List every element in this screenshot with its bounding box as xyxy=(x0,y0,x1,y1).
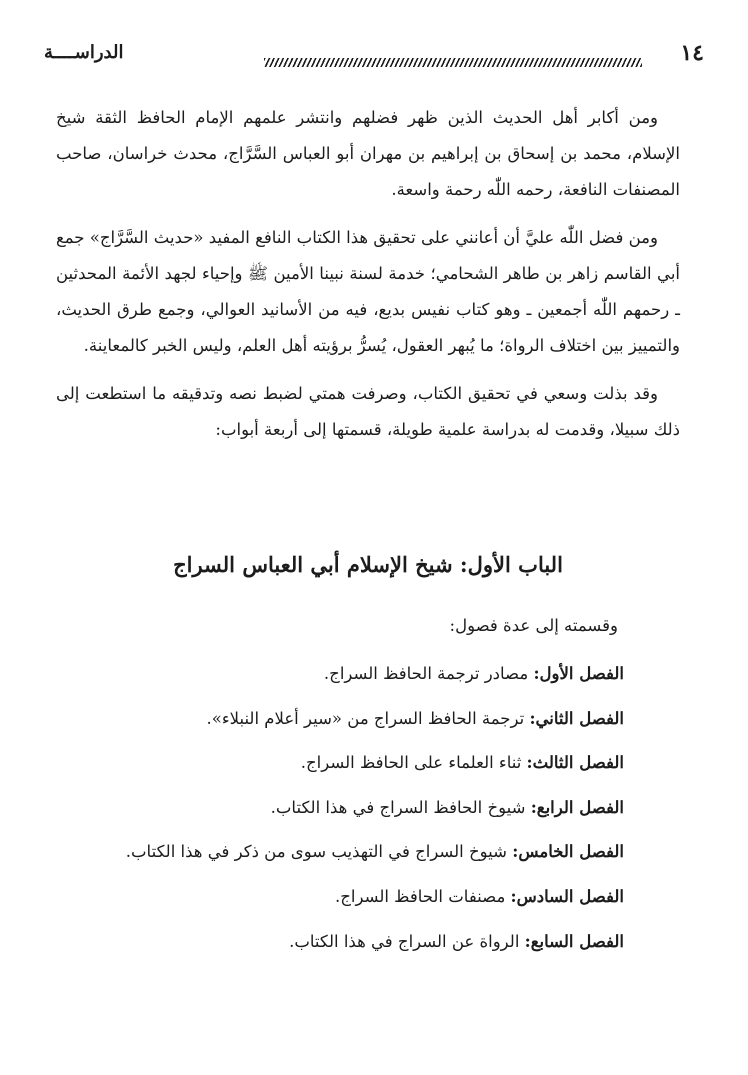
section-label: الفصل السابع: xyxy=(524,931,624,951)
section-item xyxy=(64,920,624,965)
section-item xyxy=(64,875,624,920)
section-label: الفصل الرابع: xyxy=(530,797,624,817)
section-item xyxy=(64,741,624,786)
section-title: الرواة عن السراج في هذا الكتاب. xyxy=(289,931,525,951)
paragraph-1: ومن أكابر أهل الحديث الذين ظهر فضلهم وانتشر علمهم الإمام الحافظ الثقة شيخ الإسلام، محمد بن إسحاق بن إبراهيم بن مهران أبو العباس السَّرَّاج، محدث خراسان، صاحب المصنفات النافعة، رحمه اللّٰه رحمة واسعة. xyxy=(56,108,680,199)
section-item xyxy=(64,786,624,831)
section-title: شيوخ الحافظ السراج في هذا الكتاب. xyxy=(270,797,531,817)
section-title: ترجمة الحافظ السراج من «سير أعلام النبلاء». xyxy=(206,708,530,728)
section-item xyxy=(64,830,624,875)
section-label: الفصل الثالث: xyxy=(526,753,624,773)
paragraph-2: ومن فضل اللّٰه عليَّ أن أعانني على تحقيق هذا الكتاب النافع المفيد «حديث السَّرَّاج» جمع أبي القاسم زاهر بن طاهر الشحامي؛ خدمة لسنة نبينا الأمين ﷺ وإحياء لجهد الأئمة المحدثين ـ رحمهم اللّٰه أجمعين ـ وهو كتاب نفيس بديع، فيه من الأسانيد العوالي، وجمع طرق الحديث، والتمييز بين اختلاف الرواة؛ ما يُبهر العقول، يُسرُّ برؤيته أهل العلم، وليس الخبر كالمعاينة. xyxy=(55,228,680,355)
page-header xyxy=(44,40,704,80)
section-title: مصادر ترجمة الحافظ السراج. xyxy=(323,664,534,683)
section-title: شيوخ السراج في التهذيب سوى من ذكر في هذا الكتاب. xyxy=(125,842,513,862)
section-title: مصنفات الحافظ السراج. xyxy=(335,886,511,906)
sections-intro: وقسمته إلى عدة فصول: xyxy=(449,616,618,635)
section-item xyxy=(64,697,624,742)
section-label: الفصل الأول: xyxy=(533,664,624,683)
chapter-heading: الباب الأول: شيخ الإسلام أبي العباس السراج xyxy=(173,552,563,577)
running-title: الدراســــة xyxy=(44,42,124,63)
section-item xyxy=(64,652,624,697)
section-label: الفصل الخامس: xyxy=(512,842,624,862)
section-label: الفصل السادس: xyxy=(510,886,624,906)
section-title: ثناء العلماء على الحافظ السراج. xyxy=(300,753,527,773)
section-list xyxy=(64,652,624,964)
paragraph-3: وقد بذلت وسعي في تحقيق الكتاب، وصرفت همتي لضبط نصه وتدقيقه ما استطعت إلى ذلك سبيلا، وقدمت له بدراسة علمية طويلة، قسمتها إلى أربعة أبواب: xyxy=(56,384,680,439)
page-number: ١٤ xyxy=(680,40,704,66)
section-label: الفصل الثاني: xyxy=(529,708,624,728)
header-hatch-rule xyxy=(264,58,642,67)
body-text xyxy=(56,100,680,454)
